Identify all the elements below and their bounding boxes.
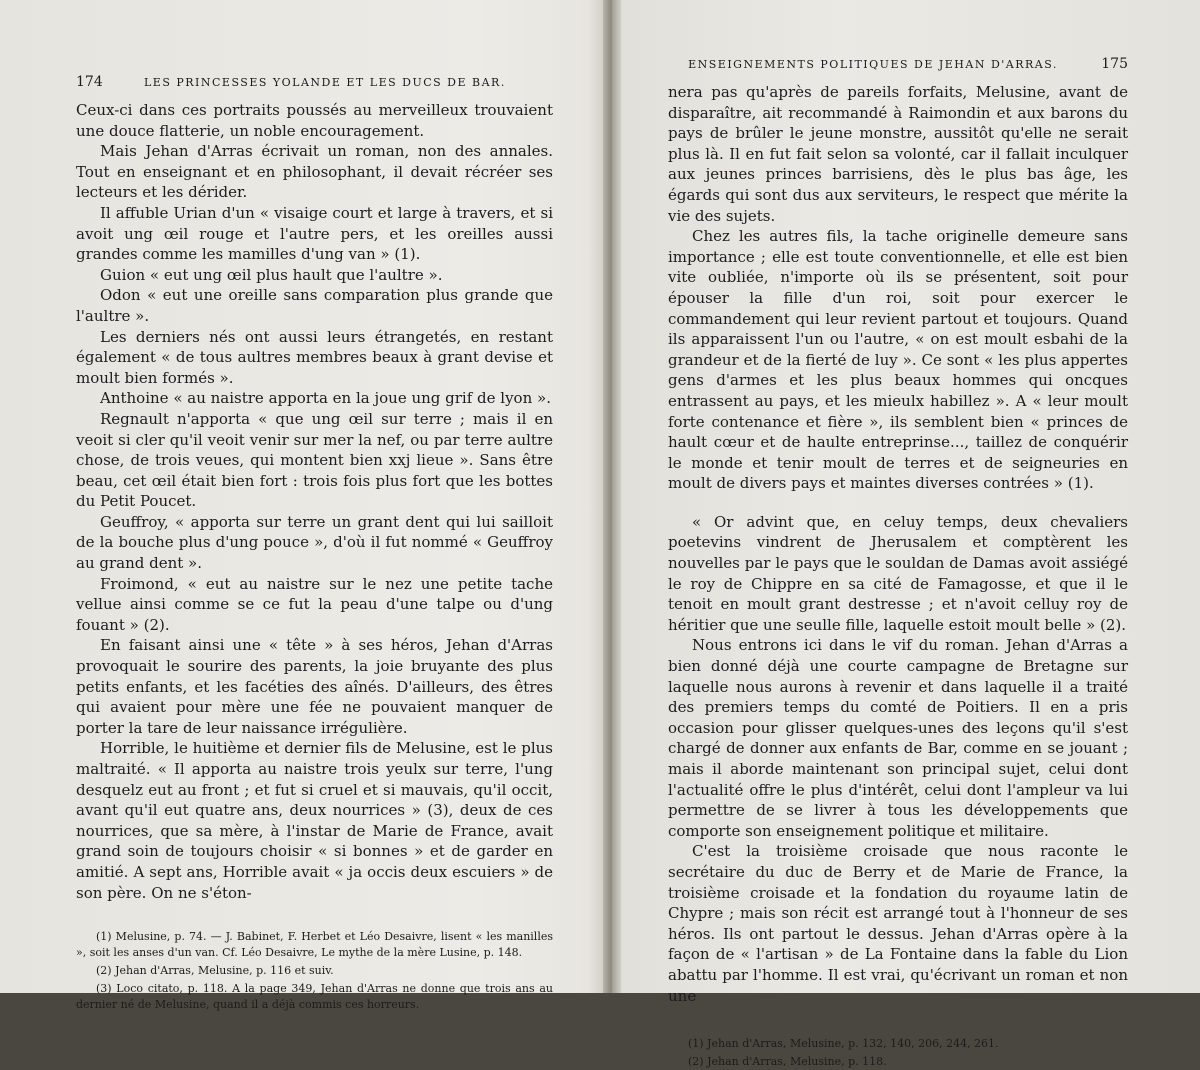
paragraph: Anthoine « au naistre apporta en la joue ung grif de lyon ». [100, 389, 551, 408]
paragraph: Odon « eut une oreille sans comparation plus grande que l'aultre ». [76, 286, 553, 325]
right-body-text [668, 82, 1128, 1006]
footnote: (1) Jehan d'Arras, Melusine, p. 132, 140, 206, 244, 261. [688, 1037, 999, 1051]
footnote: (3) Loco citato, p. 118. A la page 349, Jehan d'Arras ne donne que trois ans au dernier né de Melusine, quand il a déjà commis ces horreurs. [76, 982, 553, 1012]
right-running-title: ENSEIGNEMENTS POLITIQUES DE JEHAN D'ARRAS. [688, 58, 1058, 71]
paragraph: En faisant ainsi une « tête » à ses héros, Jehan d'Arras provoquait le sourire des parents, la joie bruyante des plus petits enfants, et les facéties des aînés. D'ailleurs, des êtres qui avaient pour mère une fée ne pouvaient manquer de porter la tare de leur naissance irrégulière. [76, 636, 553, 737]
footnote: (1) Melusine, p. 74. — J. Babinet, F. Herbet et Léo Desaivre, lisent « les manilles », soit les anses d'un van. Cf. Léo Desaivre, Le mythe de la mère Lusine, p. 148. [76, 930, 553, 960]
left-running-title: LES PRINCESSES YOLANDE ET LES DUCS DE BAR. [144, 76, 506, 89]
paragraph: Regnault n'apporta « que ung œil sur terre ; mais il en veoit si cler qu'il veoit venir sur mer la nef, ou par terre aultre chose, de trois veues, qui montent bien xxj lieue ». Sans être beau, cet œil était bien fort : trois fois plus fort que les bottes du Petit Poucet. [76, 409, 553, 511]
left-running-head [76, 74, 553, 90]
paragraph: Guion « eut ung œil plus hault que l'aultre ». [100, 265, 443, 284]
paragraph: « Or advint que, en celuy temps, deux chevaliers poetevins vindrent de Jherusalem et comptèrent les nouvelles par le pays que le souldan de Damas avoit assiégé le roy de Chippre en sa cité de Famagosse, et que il le tenoit en moult grant destresse ; et n'avoit celluy roy de héritier que une seulle fille, laquelle estoit moult belle » (2). [668, 512, 1128, 634]
paragraph: Les derniers nés ont aussi leurs étrangetés, en restant également « de tous aultres membres beaux à grant devise et moult bien formés ». [76, 327, 553, 387]
left-page-number: 174 [76, 74, 103, 90]
left-footnotes [76, 929, 553, 1013]
paragraph: Chez les autres fils, la tache originelle demeure sans importance ; elle est toute conventionnelle, et elle est bien vite oubliée, n'importe où ils se présentent, soit pour épouser la fille d'un roi, soit pour exercer le commandement qui leur revient partout et toujours. Quand ils apparaissent l'un ou l'autre, « on est moult esbahi de la grandeur et de la fierté de luy ». Ce sont « les plus appertes gens d'armes et les plus beaux hommes qui oncques entrassent au pays, et les mieulx habillez ». A « leur moult forte contenance et fière », ils semblent bien « princes de hault cœur et de haulte entreprinse..., taillez de conquérir le monde et tenir moult de terres et de seigneuries en moult de divers pays et maintes diverses contrées » (1). [668, 227, 1128, 493]
footnote: (2) Jehan d'Arras, Melusine, p. 118. [688, 1055, 887, 1069]
paragraph: Horrible, le huitième et dernier fils de Melusine, est le plus maltraité. « Il apporta au naistre trois yeulx sur terre, l'ung desquelz eut au front ; et fut si cruel et si mauvais, qu'il occit, avant qu'il eut quatre ans, deux nourrices » (3), deux de ces nourrices, que sa mère, à l'instar de Marie de France, avait grand soin de toujours choisir « si bonnes » et de garder en amitié. A sept ans, Horrible avait « ja occis deux escuiers » de son père. On ne s'éton- [76, 739, 553, 902]
paragraph: Mais Jehan d'Arras écrivait un roman, non des annales. Tout en enseignant et en philosophant, il devait récréer ses lecteurs et les dérider. [76, 142, 553, 202]
paragraph: Geuffroy, « apporta sur terre un grant dent qui lui sailloit de la bouche plus d'ung pouce », d'où il fut nommé « Geuffroy au grand dent ». [76, 512, 553, 573]
left-body-text [76, 100, 553, 903]
right-page-number: 175 [1101, 56, 1128, 72]
paragraph: C'est la troisième croisade que nous raconte le secrétaire du duc de Berry et de Marie de France, la troisième croisade et la fondation du royaume latin de Chypre ; mais son récit est arrangé tout à l'honneur de ses héros. Ils ont partout le dessus. Jehan d'Arras opère à la façon de « l'artisan » de La Fontaine dans la fable du Lion abattu par l'homme. Il est vrai, qu'écrivant un roman et non une [668, 842, 1128, 1005]
paragraph: Froimond, « eut au naistre sur le nez une petite tache vellue ainsi comme se ce fut la peau d'une talpe ou d'ung fouant » (2). [76, 574, 553, 634]
left-page [0, 0, 605, 1012]
footnote: (2) Jehan d'Arras, Melusine, p. 116 et suiv. [96, 964, 334, 978]
right-running-head [668, 56, 1128, 72]
paragraph: Nous entrons ici dans le vif du roman. Jehan d'Arras a bien donné déjà une courte campagne de Bretagne sur laquelle nous aurons à revenir et dans laquelle il a traité des premiers temps du comté de Poitiers. Il en a pris occasion pour glisser quelques-unes des leçons qu'il s'est chargé de donner aux enfants de Bar, comme en se jouant ; mais il aborde maintenant son principal sujet, celui dont l'actualité offre le plus d'intérêt, celui dont l'ampleur va lui permettre de se livrer à tous les développements que comporte son enseignement politique et militaire. [668, 636, 1128, 840]
paragraph: Ceux-ci dans ces portraits poussés au merveilleux trouvaient une douce flatterie, un noble encouragement. [76, 101, 553, 140]
right-footnotes [668, 1036, 1128, 1070]
paragraph: nera pas qu'après de pareils forfaits, Melusine, avant de disparaître, ait recommandé à Raimondin et aux barons du pays de brûler le jeune monstre, aussitôt qu'elle ne serait plus là. Il en fut fait selon sa volonté, car il fallait inculquer aux jeunes princes barrisiens, dès le plus bas âge, les égards qui sont dus aux serviteurs, le respect que mérite la vie des sujets. [668, 83, 1128, 225]
book-gutter [603, 0, 621, 993]
paragraph: Il affuble Urian d'un « visaige court et large à travers, et si avoit ung œil rouge et l'autre pers, et les oreilles aussi grandes comme les mamilles d'ung van » (1). [76, 203, 553, 264]
right-page [620, 0, 1200, 1069]
